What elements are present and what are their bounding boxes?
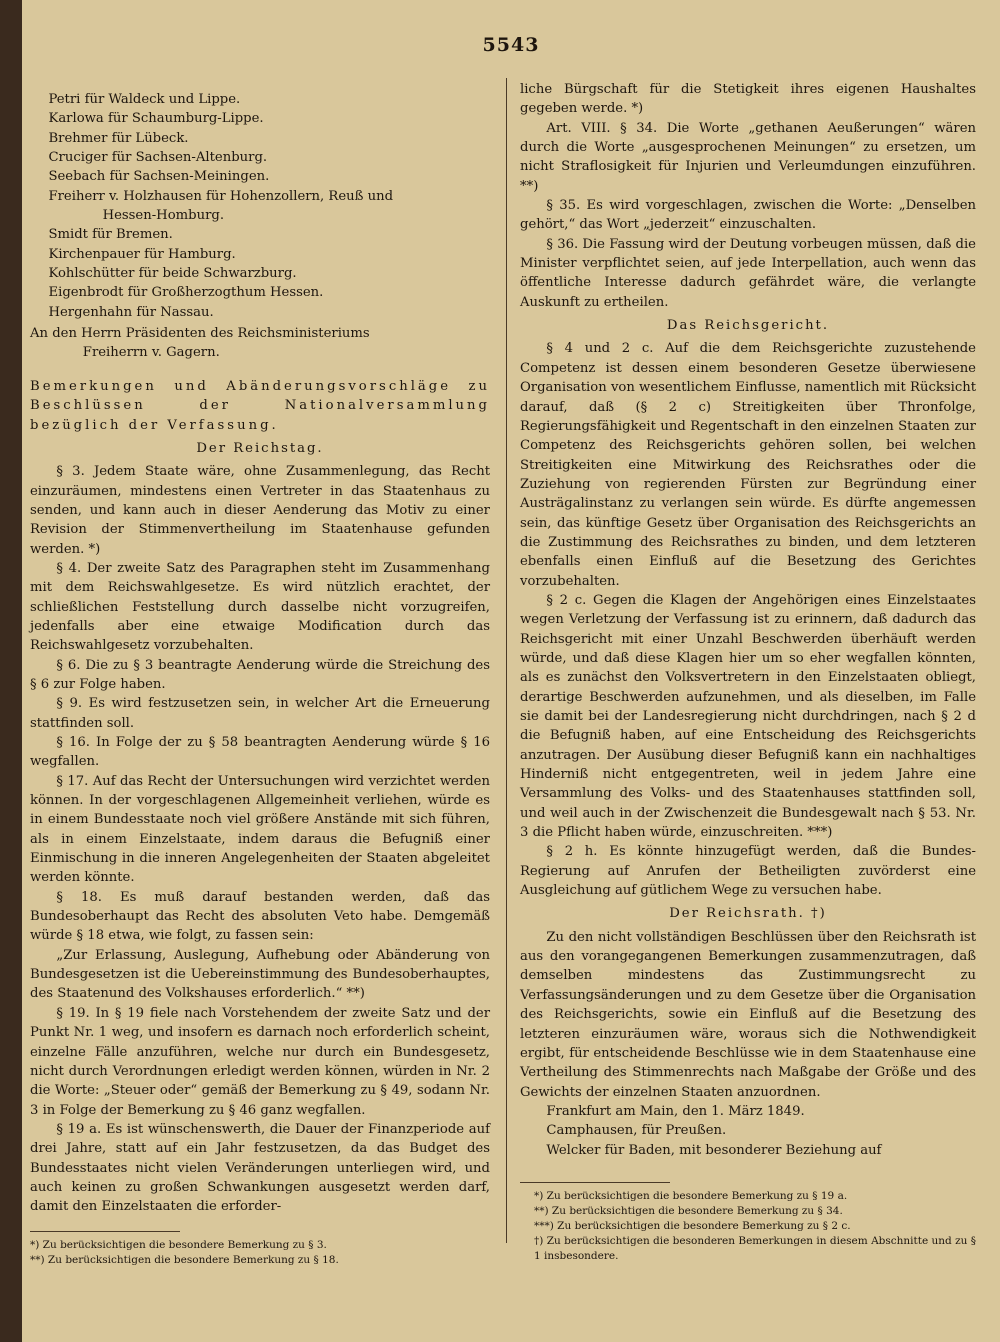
paragraph: § 6. Die zu § 3 beantragte Aenderung würde die Streichung des § 6 zur Folge haben. <box>30 657 490 692</box>
section-heading: Der Reichstag. <box>196 440 324 456</box>
signature-line: Smidt für Bremen. <box>48 227 173 243</box>
page-number: 5543 <box>482 34 540 56</box>
document-title: Bemerkungen und Abänderungsvorschläge zu Beschlüssen der Nationalversammlung bezüglich der Verfassung. <box>30 378 490 433</box>
paragraph: § 35. Es wird vorgeschlagen, zwischen die Worte: „Denselben gehört,“ das Wort „jederzeit“ einzuschalten. <box>520 198 976 233</box>
quoted-paragraph: „Zur Erlassung, Auslegung, Aufhebung oder Abänderung von Bundesgesetzen ist die Uebereinstimmung des Bundesoberhauptes, des Staatenund des Volkshauses erforderlich.“ **) <box>30 947 490 1002</box>
paragraph: § 17. Auf das Recht der Untersuchungen wird verzichtet werden können. In der vorgeschlagenen Allgemeinheit verliehen, würde es in einem Bundesstaate noch viel größere Anstände mit sich führen, als in einem Einzelstaate, indem daraus die Befugniß einer Einmischung in die inneren Angelegenheiten der Staaten abgeleitet werden könnte. <box>30 773 490 886</box>
right-column <box>520 80 976 1264</box>
address-line: An den Herrn Präsidenten des Reichsministeriums <box>30 326 370 342</box>
signature-line: Seebach für Sachsen-Meiningen. <box>48 169 270 185</box>
footnote: **) Zu berücksichtigen die besondere Bemerkung zu § 18. <box>30 1253 339 1266</box>
signature-line: Kohlschütter für beide Schwarzburg. <box>48 266 297 282</box>
footnote-rule <box>30 1231 180 1232</box>
signature-line: Eigenbrodt für Großherzogthum Hessen. <box>48 285 324 301</box>
signature-line: Karlowa für Schaumburg-Lippe. <box>48 111 264 127</box>
footnote-rule <box>520 1182 670 1183</box>
address-line: Freiherrn v. Gagern. <box>82 345 220 361</box>
paragraph: § 9. Es wird festzusetzen sein, in welcher Art die Erneuerung stattfinden soll. <box>30 696 490 731</box>
footnote: *) Zu berücksichtigen die besondere Bemerkung zu § 19 a. <box>534 1189 848 1202</box>
signature-line: Cruciger für Sachsen-Altenburg. <box>48 150 268 166</box>
paragraph: § 2 c. Gegen die Klagen der Angehörigen eines Einzelstaates wegen Verletzung der Verfassung ist zu erinnern, daß dadurch das Reichsgericht mit einer Unzahl Beschwerden überhäuft werden würde, und daß diese Klagen hier um so eher wegfallen könnten, als es zunächst den Volksvertretern in den Einzelstaaten obliegt, derartige Beschwerden aufzunehmen, und als dieselben, im Falle sie damit bei der Landesregierung nicht durchdringen, nach § 2 d die Befugniß haben, auf eine Entscheidung des Reichsgerichts anzutragen. Der Ausübung dieser Befugniß kann ein nachhaltiges Hinderniß nicht entgegentreten, weil in jedem Jahre eine Versammlung des Volks- und des Staatenhauses stattfinden soll, und weil auch in der Zwischenzeit die Bundesgewalt nach § 53. Nr. 3 die Pflicht haben würde, einzuschreiten. ***) <box>520 592 976 841</box>
column-divider <box>506 78 507 1243</box>
paragraph: § 2 h. Es könnte hinzugefügt werden, daß die Bundes-Regierung auf Anrufen der Betheiligten zuvörderst eine Ausgleichung auf gütlichem Wege zu versuchen habe. <box>520 844 976 899</box>
paragraph: § 36. Die Fassung wird der Deutung vorbeugen müssen, daß die Minister verpflichtet seien, auf jede Interpellation, auch wenn das öffentliche Interesse dadurch gefährdet wäre, die verlangte Auskunft zu ertheilen. <box>520 236 976 310</box>
paragraph: § 3. Jedem Staate wäre, ohne Zusammenlegung, das Recht einzuräumen, mindestens einen Vertreter in das Staatenhaus zu senden, und kann auch in dieser Aenderung das Motiv zu einer Revision der Stimmenvertheilung im Staatenhause gefunden werden. *) <box>30 464 490 557</box>
footnote: ***) Zu berücksichtigen die besondere Bemerkung zu § 2 c. <box>534 1219 851 1232</box>
signature-line: Brehmer für Lübeck. <box>48 130 189 146</box>
section-heading: Das Reichsgericht. <box>666 318 830 334</box>
date-line: Frankfurt am Main, den 1. März 1849. <box>546 1103 805 1119</box>
signature-line: Hergenhahn für Nassau. <box>48 304 214 320</box>
footnote: *) Zu berücksichtigen die besondere Bemerkung zu § 3. <box>30 1238 327 1251</box>
paragraph: § 19. In § 19 fiele nach Vorstehendem der zweite Satz und der Punkt Nr. 1 weg, und insofern es darnach noch erforderlich scheint, einzelne Fälle anzuführen, welche nur durch ein Bundesgesetz, nicht durch Verordnungen erledigt werden können, würden in Nr. 2 die Worte: „Steuer oder“ gemäß der Bemerkung zu § 49, sodann Nr. 3 in Folge der Bemerkung zu § 46 ganz wegfallen. <box>30 1005 490 1118</box>
paragraph: Art. VIII. § 34. Die Worte „gethanen Aeußerungen“ wären durch die Worte „ausgesprochenen Meinungen“ zu ersetzen, um nicht Straflosigkeit für Injurien und Verleumdungen einzuführen. **) <box>520 120 976 194</box>
signature-line: Freiherr v. Holzhausen für Hohenzollern, Reuß und <box>48 188 394 204</box>
paragraph: § 16. In Folge der zu § 58 beantragten Aenderung würde § 16 wegfallen. <box>30 735 490 770</box>
signature-line: Petri für Waldeck und Lippe. <box>48 92 241 107</box>
paragraph: Zu den nicht vollständigen Beschlüssen über den Reichsrath ist aus den vorangegangenen Bemerkungen zusammenzutragen, daß demselben mindestens das Zustimmungsrecht zu Verfassungsänderungen und zu dem Gesetze über die Organisation des Reichsgerichts, sowie ein Einfluß auf die Besetzung des letzteren einzuräumen wäre, woraus sich die Nothwendigkeit ergibt, für entscheidende Beschlüsse wie in dem Staatenhause eine Vertheilung des Stimmenrechts nach Maßgabe der Größe und des Gewichts der einzelnen Staaten anzuordnen. <box>520 929 976 1100</box>
signature-line: Camphausen, für Preußen. <box>546 1123 727 1139</box>
signature-line: Welcker für Baden, mit besonderer Beziehung auf <box>546 1142 882 1158</box>
signature-line: Hessen-Homburg. <box>102 208 225 224</box>
left-column <box>30 80 490 1268</box>
paragraph: § 18. Es muß darauf bestanden werden, daß das Bundesoberhaupt das Recht des absoluten Veto habe. Demgemäß würde § 18 etwa, wie folgt, zu fassen sein: <box>30 889 490 944</box>
section-heading: Der Reichsrath. †) <box>669 906 827 922</box>
paragraph: § 19 a. Es ist wünschenswerth, die Dauer der Finanzperiode auf drei Jahre, statt auf ein Jahr festzusetzen, da das Budget des Bundesstaates nicht vielen Veränderungen unterliegen wird, und auch keinen zu großen Schwankungen ausgesetzt werden darf, damit den Einzelstaaten die erforder- <box>30 1121 490 1215</box>
paragraph: § 4. Der zweite Satz des Paragraphen steht im Zusammenhang mit dem Reichswahlgesetze. Es wird nützlich erachtet, der schließlichen Feststellung durch dasselbe nicht vorzugreifen, jedenfalls aber eine etwaige Modification durch das Reichswahlgesetz vorzubehalten. <box>30 560 490 654</box>
footnote: †) Zu berücksichtigen die besonderen Bemerkungen in diesem Abschnitte und zu § 1 insbesondere. <box>534 1234 976 1262</box>
document-page <box>22 0 1000 1342</box>
spacer <box>30 363 490 377</box>
paragraph: § 4 und 2 c. Auf die dem Reichsgerichte zuzustehende Competenz ist dessen einem besonderen Gesetze überwiesene Organisation von wesentlichem Einflusse, namentlich mit Rücksicht darauf, daß (§ 2 c) Streitigkeiten über Thronfolge, Regierungsfähigkeit und Regentschaft in den einzelnen Staaten zur Competenz des Reichsgerichts gehören sollen, bei welchen Streitigkeiten eine Mitwirkung des Reichsrathes oder die Zuziehung von regierenden Fürsten zur Begründung einer Austrägalinstanz zu verlangen sein würde. Es dürfte angemessen sein, das künftige Gesetz über Organisation des Reichsgerichts an die Zustimmung des Reichsrathes zu binden, und dem letzteren ebenfalls einen Einfluß auf die Besetzung des Gerichtes vorzubehalten. <box>520 341 976 589</box>
continuation-paragraph: liche Bürgschaft für die Stetigkeit ihres eigenen Haushaltes gegeben werde. *) <box>520 82 976 117</box>
footnote: **) Zu berücksichtigen die besondere Bemerkung zu § 34. <box>534 1204 843 1217</box>
signature-list <box>30 90 490 322</box>
signature-line: Kirchenpauer für Hamburg. <box>48 246 236 262</box>
